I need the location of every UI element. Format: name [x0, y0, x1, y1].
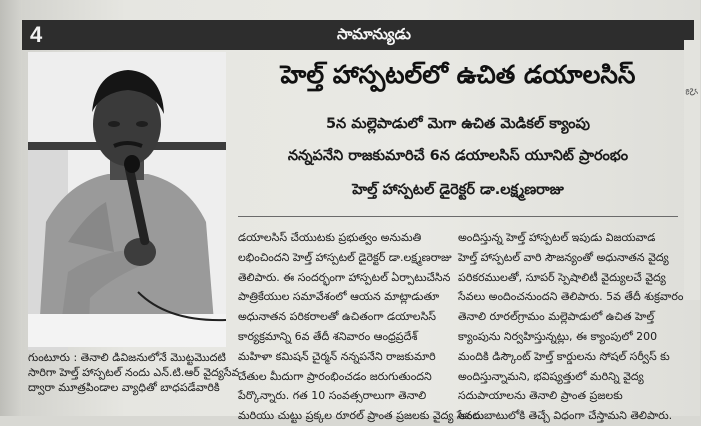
column-line: చేతుల మీదుగా ప్రారంభించడం జరుగుతుందని	[238, 369, 432, 383]
column-line: కార్యక్రమాన్ని 6వ తేదీ శనివారం ఆంధ్రప్రదేశ్	[238, 329, 418, 343]
article-column-2	[458, 228, 684, 426]
masthead-bar	[22, 20, 694, 50]
adjacent-page-edge	[684, 40, 700, 300]
column-line: అందిస్తున్నామని, భవిష్యత్తులో మరిన్ని వైద్య	[458, 369, 644, 383]
column-line: క్యాంపును నిర్వహిస్తున్నట్లు, ఈ క్యాంపులో 200	[458, 329, 658, 343]
column-line: మందికి డిస్కౌంట్ హెల్త్ కార్డులను సోషల్ సర్వీస్ కు	[458, 349, 670, 363]
column-line: పాత్రికేయుల సమావేశంలో ఆయన మాట్లాడుతూ	[238, 290, 440, 304]
column-line: లభించిందని హెల్త్ హాస్పటల్ డైరెక్టర్ డా.లక్ష్మణరాజు	[238, 250, 452, 264]
headline-divider	[238, 216, 678, 217]
caption-line: ద్వారా మూత్రపిండాల వ్యాధితో బాధపడేవారికి	[28, 381, 220, 394]
column-line: తెనాలి రూరల్‌గ్రామం మల్లెపాడులో ఉచిత హెల్త్	[458, 310, 655, 324]
newspaper-name: సామాన్యుడు	[337, 25, 411, 43]
column-line: మహిళా కమిషన్ చైర్మన్ నన్నపనేని రాజకుమారి	[238, 349, 436, 363]
column-line: సేవలు అందించనుందని తెలిపారు. 5వ తేదీ శుక్రవారం	[458, 290, 684, 304]
column-line: డయాలసిస్ చేయుటకు ప్రభుత్వం అనుమతి	[238, 231, 422, 244]
article-column-1	[238, 228, 485, 426]
article-subhead: హెల్త్ హాస్పటల్ డైరెక్టర్ డా.లక్ష్మణరాజు	[352, 182, 564, 198]
article-subhead: నన్నపనేని రాజకుమారిచే 6న డయాలసిస్ యూనిట్ ప్రారంభం	[287, 148, 629, 164]
column-line: పరికరములతో, సూపర్ స్పెషాలిటీ వైద్యులచే వైద్య	[458, 270, 666, 284]
article-headline: హెల్త్ హాస్పటల్‌లో ఉచిత డయాలసిస్	[280, 60, 636, 89]
column-line: పేర్కొన్నారు. గత 10 సంవత్సరాలుగా తెనాలి	[238, 389, 427, 403]
article-subhead: 5న మల్లెపాడులో మెగా ఉచిత మెడికల్ క్యాంపు	[325, 116, 591, 132]
page-left-edge	[0, 0, 22, 416]
column-line: సదుపాయాలను తెనాలి ప్రాంత ప్రజలకు	[458, 389, 623, 403]
column-line: హెల్త్ హాస్పటల్ వారి సౌజన్యంతో అధునాతన వైద్య	[458, 250, 669, 264]
adjacent-page-text: స్ట	[687, 88, 700, 96]
caption-line: గుంటూరు : తెనాలి డివిజనులోనే మొట్టమొదటి	[28, 351, 226, 364]
column-line: అందిస్తున్న హెల్త్ హాస్పటల్ ఇపుడు విజయవాడ	[458, 231, 656, 244]
news-photo	[28, 52, 226, 347]
photo-caption	[28, 350, 240, 395]
column-line: తెలిపారు. ఈ సందర్భంగా హాస్పటల్ ఏర్పాటుచేసిన	[238, 270, 451, 284]
caption-line: సారిగా హెల్త్ హాస్పటల్ నందు ఎన్.టి.ఆర్ వైద్యసేవ	[28, 366, 240, 379]
page-number: 4	[30, 22, 43, 47]
column-line: అందుబాటులోకి తెచ్చే విధంగా చేస్తామని తెలిపారు.	[458, 409, 673, 423]
column-line: అధునాతన పరికరాలతో ఉచితంగా డయాలసిస్	[238, 310, 437, 324]
column-line: మరియు చుట్టు ప్రక్కల రూరల్ ప్రాంత ప్రజలకు వైద్య సేవలు	[238, 409, 485, 423]
